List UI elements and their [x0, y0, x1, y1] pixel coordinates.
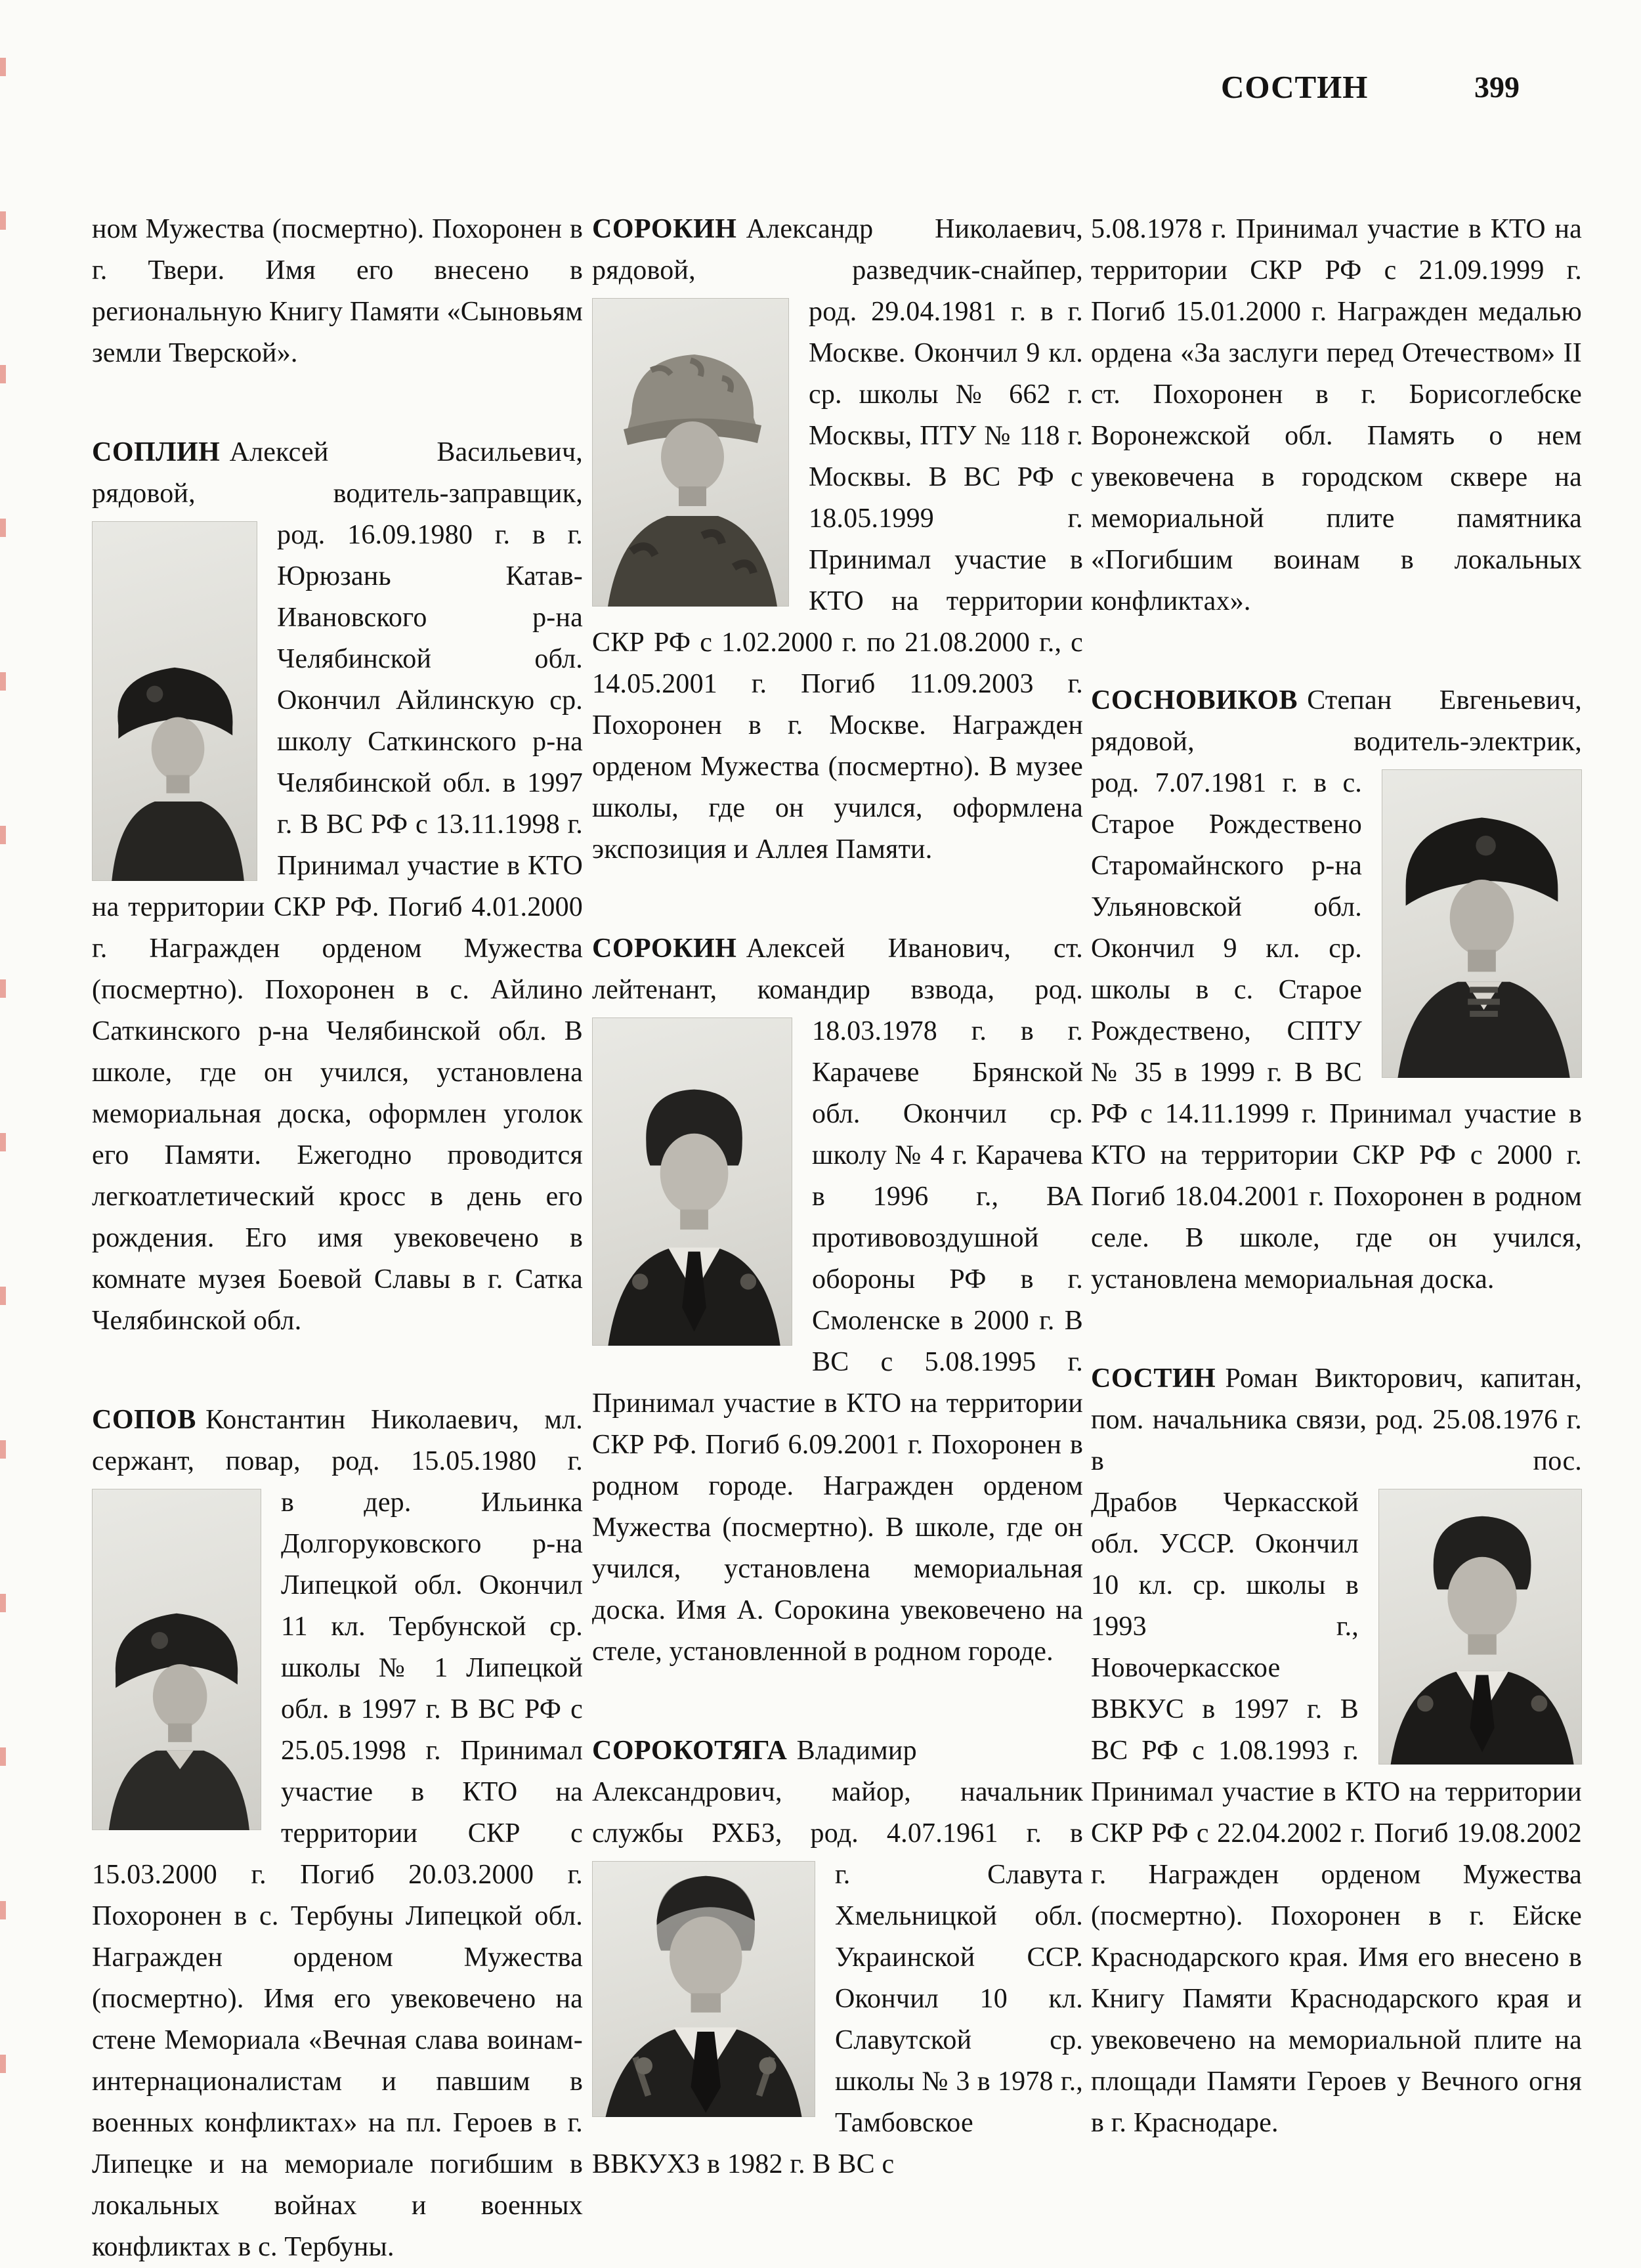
- portrait-photo: [1382, 769, 1582, 1078]
- officer-uniform-silhouette: [1378, 1489, 1582, 1765]
- entry-heading: [92, 1400, 583, 1482]
- entry-text: род. 29.04.1981 г. в г. Москве. Окончил 9 кл. ср. школы № 662 г. Москвы, ПТУ № 118 г. Москвы. В ВС РФ с 18.05.1999 г. Принимал участие в КТО на территории СКР РФ с 1.02.2000 г. по 21.08.2000 г., с 14.05.2001 г. Погиб 11.09.2003 г. Похоронен в г. Москве. Награжден орденом Мужества (посмертно). В музее школы, где он учился, оформлена экспозиция и Аллея Памяти.: [592, 297, 1083, 865]
- column-3: [1091, 209, 1582, 2144]
- entry-sorokin-aleksandr: [592, 209, 1083, 870]
- entry-body: [92, 1482, 583, 2268]
- soldier-beret-silhouette: [92, 1489, 261, 1830]
- sailor-beret-silhouette: [1382, 769, 1582, 1078]
- entry-body: [592, 1011, 1083, 1673]
- entry-surname: СОРОКИН: [592, 214, 737, 244]
- continuation-text: ном Мужества (посмертно). Похоронен в г. Твери. Имя его внесено в региональную Книгу Памяти «Сыновьям земли Тверской».: [92, 214, 583, 368]
- entry-heading: [592, 928, 1083, 1011]
- entry-body: [592, 1854, 1083, 2185]
- entry-body: [592, 291, 1083, 870]
- officer-uniform-silhouette: [592, 1861, 815, 2117]
- entry-soplin: [92, 432, 583, 1342]
- entry-text: г. Славута Хмельницкой обл. Украинской ССР. Окончил 10 кл. Славутской ср. школы № 3 в 1978 г., Тамбовское ВВКУХЗ в 1982 г. В ВС с: [592, 1860, 1083, 2179]
- column-1: [92, 209, 583, 2268]
- entry-sorokotyaga: [592, 1730, 1083, 2185]
- column-2: [592, 209, 1083, 2185]
- entry-lead: Степан Евгеньевич, рядовой, водитель-электрик,: [1091, 685, 1582, 757]
- entry-text: род. 7.07.1981 г. в с. Старое Рождествено Старомайнского р-на Ульяновской обл. Окончил 9 кл. ср. школы в с. Старое Рождествено, СПТУ № 35 в 1999 г. В ВС РФ с 14.11.1999 г. Принимал участие в КТО на территории СКР РФ с 2000 г. Погиб 18.04.2001 г. Похоронен в родном селе. В школе, где он учился, установлена мемориальная доска.: [1091, 768, 1582, 1294]
- portrait-photo: [92, 1489, 261, 1830]
- entry-sostin: [1091, 1358, 1582, 2144]
- entry-lead: Александр Николаевич, рядовой, разведчик-снайпер,: [592, 214, 1083, 286]
- entry-sorokin-aleksey: [592, 928, 1083, 1673]
- entry-lead: Алексей Иванович, ст. лейтенант, командир взвода, род.: [592, 933, 1083, 1005]
- entry-heading: [592, 209, 1083, 291]
- entry-surname: СОСНОВИКОВ: [1091, 685, 1298, 716]
- running-head-title: СОСТИН: [1221, 69, 1369, 105]
- entry-lead: Константин Николаевич, мл. сержант, повар, род. 15.05.1980 г.: [92, 1405, 583, 1476]
- entry-heading: [1091, 680, 1582, 763]
- portrait-photo: [592, 1017, 792, 1346]
- entry-sopov: [92, 1400, 583, 2268]
- page-number: 399: [1474, 70, 1520, 104]
- entry-surname: СОРОКИН: [592, 933, 737, 964]
- portrait-photo: [592, 298, 789, 607]
- soldier-camo-cap-silhouette: [592, 298, 789, 607]
- entry-heading: [92, 432, 583, 515]
- scan-artifact-marks: [0, 0, 6, 2166]
- entry-text: 18.03.1978 г. в г. Карачеве Брянской обл. Окончил ср. школу № 4 г. Карачева в 1996 г., ВА противовоздушной обороны РФ в г. Смоленске в 2000 г. В ВС с 5.08.1995 г. Принимал участие в КТО на территории СКР РФ. Погиб 6.09.2001 г. Похоронен в родном городе. Награжден орденом Мужества (посмертно). В школе, где он учился, установлена мемориальная доска. Имя А. Сорокина увековечено на стеле, установленной в родном городе.: [592, 1016, 1083, 1667]
- soldier-beret-silhouette: [92, 521, 257, 881]
- entry-lead: Алексей Васильевич, рядовой, водитель-заправщик,: [92, 437, 583, 509]
- entry-body: [1091, 763, 1582, 1300]
- entry-lead: Роман Викторович, капитан, пом. начальника связи, род. 25.08.1976 г. в пос.: [1091, 1363, 1582, 1476]
- entry-heading: [592, 1730, 1083, 1854]
- entry-surname: СОСТИН: [1091, 1363, 1216, 1394]
- entry-surname: СОПЛИН: [92, 437, 221, 467]
- officer-uniform-silhouette: [592, 1017, 792, 1346]
- portrait-photo: [592, 1861, 815, 2117]
- portrait-photo: [1378, 1489, 1582, 1765]
- entry-surname: СОРОКОТЯГА: [592, 1736, 788, 1766]
- continuation-text: 5.08.1978 г. Принимал участие в КТО на территории СКР РФ с 21.09.1999 г. Погиб 15.01.2000 г. Награжден медалью ордена «За заслуги перед Отечеством» II ст. Похоронен в г. Борисоглебске Воронежской обл. Память о нем увековечена в городском сквере на мемориальной плите памятника «Погибшим воинам в локальных конфликтах».: [1091, 214, 1582, 616]
- entry-heading: [1091, 1358, 1582, 1482]
- entry-text: род. 16.09.1980 г. в г. Юрюзань Катав-Ивановского р-на Челябинской обл. Окончил Айлинскую ср. школу Саткинского р-на Челябинской обл. в 1997 г. В ВС РФ с 13.11.1998 г. Принимал участие в КТО на территории СКР РФ. Погиб 4.01.2000 г. Награжден орденом Мужества (посмертно). Похоронен в с. Айлино Саткинского р-на Челябинской обл. В школе, где он учился, установлена мемориальная доска, оформлен уголок его Памяти. Ежегодно проводится легкоатлетический кросс в день его рождения. Его имя увековечено в комнате музея Боевой Славы в г. Сатка Челябинской обл.: [92, 520, 583, 1336]
- entry-surname: СОПОВ: [92, 1405, 196, 1435]
- entry-body: [92, 515, 583, 1342]
- entry-sosnovikov: [1091, 680, 1582, 1300]
- entry-text: Драбов Черкасской обл. УССР. Окончил 10 кл. ср. школы в 1993 г., Новочеркасское ВВКУС в 1997 г. В ВС РФ с 1.08.1993 г. Принимал участие в КТО на территории СКР РФ с 22.04.2002 г. Погиб 19.08.2002 г. Награжден орденом Мужества (посмертно). Похоронен в г. Ейске Краснодарского края. Имя его внесено в Книгу Памяти Краснодарского края и увековечено на мемориальной плите на площади Памяти Героев у Вечного огня в г. Краснодаре.: [1091, 1487, 1582, 2138]
- entry-body: [1091, 1482, 1582, 2144]
- entry-text: в дер. Ильинка Долгоруковского р-на Липецкой обл. Окончил 11 кл. Тербунской ср. школы № 1 Липецкой обл. в 1997 г. В ВС РФ с 25.05.1998 г. Принимал участие в КТО на территории СКР с 15.03.2000 г. Погиб 20.03.2000 г. Похоронен в с. Тербуны Липецкой обл. Награжден орденом Мужества (посмертно). Имя его увековечено на стене Мемориала «Вечная слава воинам-интернационалистам и павшим в военных конфликтах» на пл. Героев в г. Липецке и на мемориале погибшим в локальных войнах и военных конфликтах в с. Тербуны.: [92, 1487, 583, 2262]
- entry-lead: Владимир Александрович, майор, начальник службы РХБЗ, род. 4.07.1961 г. в: [592, 1736, 1083, 1849]
- portrait-photo: [92, 521, 257, 881]
